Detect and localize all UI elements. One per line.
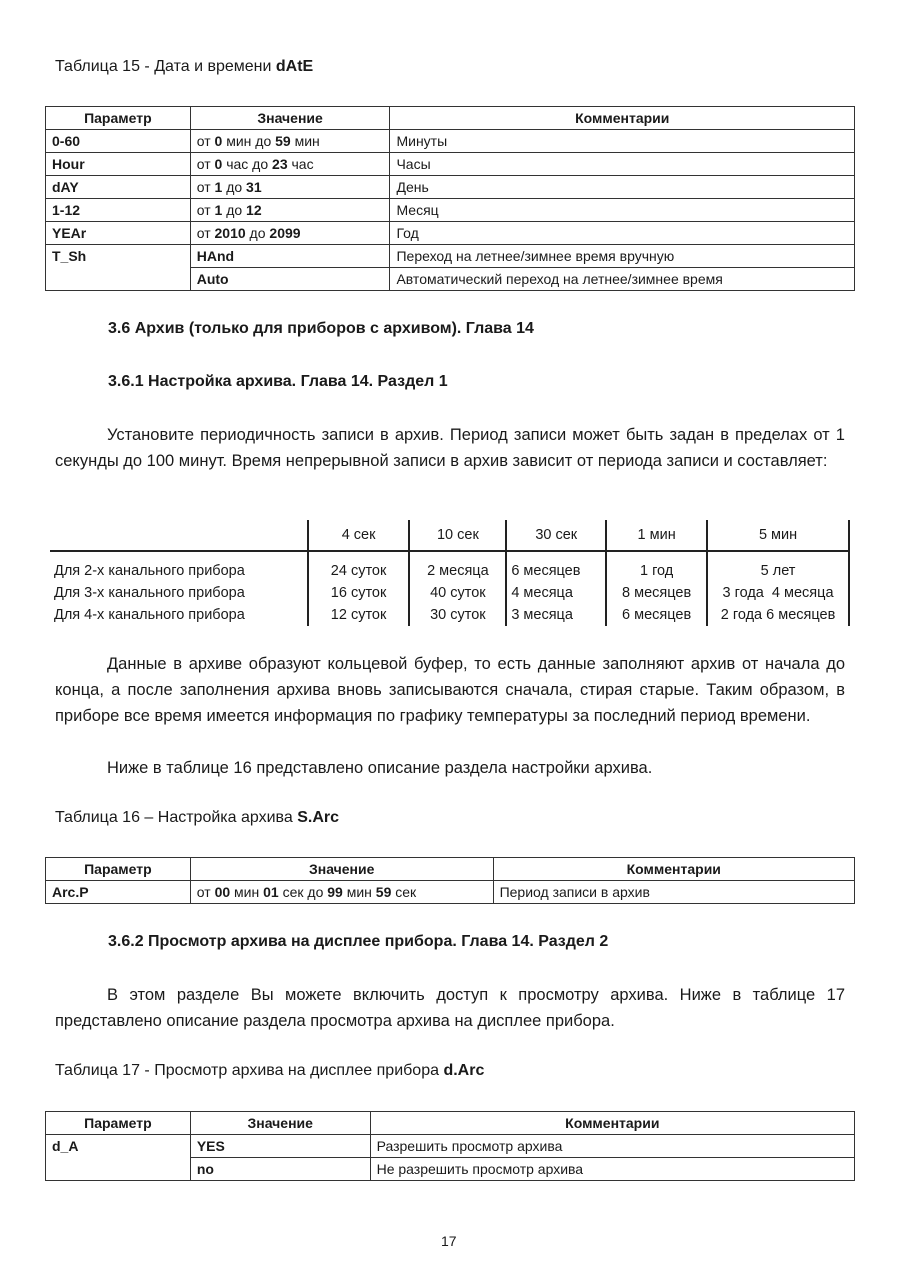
duration-cell: 30 суток	[409, 604, 506, 626]
value-cell: YES	[190, 1135, 370, 1158]
value-cell: от 0 мин до 59 мин	[190, 130, 390, 153]
comment-cell: Год	[390, 222, 855, 245]
paragraph-ring-buffer: Данные в архиве образуют кольцевой буфер, то есть данные заполняют архив от начала до конца, а после заполнения архива вновь записываются сначала, стирая старые. Таким образом, в приборе все время имеется информация по графику температуры за последний период времени.	[55, 655, 845, 725]
value-cell: от 00 мин 01 сек до 99 мин 59 сек	[190, 881, 493, 904]
section-heading-3-6-2: 3.6.2 Просмотр архива на дисплее прибора. Глава 14. Раздел 2	[108, 933, 609, 950]
duration-cell: 12 суток	[308, 604, 410, 626]
duration-cell: 40 суток	[409, 582, 506, 604]
table-row	[46, 199, 855, 222]
column-header: 4 сек	[308, 520, 410, 551]
duration-cell: 1 год	[606, 551, 707, 582]
table-header-row	[46, 858, 855, 881]
param-cell: Hour	[46, 153, 191, 176]
header-parameter: Параметр	[46, 107, 191, 130]
header-comment: Комментарии	[493, 858, 854, 881]
value-cell: HAnd	[190, 245, 390, 268]
comment-cell: Минуты	[390, 130, 855, 153]
value-cell: от 0 час до 23 час	[190, 153, 390, 176]
duration-cell: 2 года 6 месяцев	[707, 604, 849, 626]
param-cell: 0-60	[46, 130, 191, 153]
table-row	[46, 130, 855, 153]
table-row	[46, 1158, 855, 1181]
param-cell: Arc.P	[46, 881, 191, 904]
row-label: Для 2-х канального прибора	[54, 563, 245, 579]
param-cell: T_Sh	[46, 245, 191, 268]
header-parameter: Параметр	[46, 858, 191, 881]
duration-cell: 6 месяцев	[606, 604, 707, 626]
comment-cell: Период записи в архив	[493, 881, 854, 904]
header-comment: Комментарии	[370, 1112, 854, 1135]
comment-cell: Переход на летнее/зимнее время вручную	[390, 245, 855, 268]
duration-cell: 3 года 4 месяца	[707, 582, 849, 604]
table15-caption: Таблица 15 - Дата и времени dAtE	[55, 58, 314, 75]
value-cell: no	[190, 1158, 370, 1181]
param-cell: YEAr	[46, 222, 191, 245]
column-header: 30 сек	[506, 520, 606, 551]
value-cell: от 1 до 31	[190, 176, 390, 199]
param-cell: 1-12	[46, 199, 191, 222]
table-header-row	[46, 1112, 855, 1135]
table-row	[50, 604, 849, 626]
section-heading-3-6-1: 3.6.1 Настройка архива. Глава 14. Раздел 1	[108, 373, 448, 390]
duration-cell: 16 суток	[308, 582, 410, 604]
header-value: Значение	[190, 107, 390, 130]
duration-cell: 5 лет	[707, 551, 849, 582]
value-cell: от 1 до 12	[190, 199, 390, 222]
table-header-row	[50, 520, 849, 551]
header-value: Значение	[190, 858, 493, 881]
header-parameter: Параметр	[46, 1112, 191, 1135]
paragraph-table16-intro: Ниже в таблице 16 представлено описание раздела настройки архива.	[107, 759, 653, 777]
table-row	[46, 153, 855, 176]
table-row	[46, 176, 855, 199]
header-comment: Комментарии	[390, 107, 855, 130]
value-cell: от 2010 до 2099	[190, 222, 390, 245]
column-header: 5 мин	[707, 520, 849, 551]
table-row	[46, 881, 855, 904]
comment-cell: День	[390, 176, 855, 199]
archive-duration-table	[50, 520, 850, 626]
page-number: 17	[441, 1233, 457, 1249]
param-cell: dAY	[46, 176, 191, 199]
column-header: 1 мин	[606, 520, 707, 551]
table15	[45, 106, 855, 291]
param-cell: d_A	[46, 1135, 191, 1158]
comment-cell: Не разрешить просмотр архива	[370, 1158, 854, 1181]
duration-cell: 2 месяца	[409, 551, 506, 582]
row-label: Для 4-х канального прибора	[54, 607, 245, 623]
paragraph-archive-period: Установите периодичность записи в архив. Период записи может быть задан в пределах от 1 секунды до 100 минут. Время непрерывной записи в архив зависит от периода записи и составляет:	[55, 426, 845, 470]
column-header: 10 сек	[409, 520, 506, 551]
table-header-row	[46, 107, 855, 130]
table-row	[50, 582, 849, 604]
section-heading-3-6: 3.6 Архив (только для приборов с архивом). Глава 14	[108, 320, 534, 337]
header-value: Значение	[190, 1112, 370, 1135]
value-cell: Auto	[190, 268, 390, 291]
comment-cell: Автоматический переход на летнее/зимнее время	[390, 268, 855, 291]
duration-cell: 24 суток	[308, 551, 410, 582]
comment-cell: Часы	[390, 153, 855, 176]
duration-cell: 3 месяца	[506, 604, 606, 626]
comment-cell: Разрешить просмотр архива	[370, 1135, 854, 1158]
param-cell	[46, 268, 191, 291]
table-row	[46, 245, 855, 268]
table-row	[46, 222, 855, 245]
duration-cell: 4 месяца	[506, 582, 606, 604]
row-label: Для 3-х канального прибора	[54, 585, 245, 601]
param-cell	[46, 1158, 191, 1181]
duration-cell: 8 месяцев	[606, 582, 707, 604]
table-row	[50, 551, 849, 582]
table16	[45, 857, 855, 904]
table16-caption: Таблица 16 – Настройка архива S.Arc	[55, 809, 339, 826]
table-row	[46, 268, 855, 291]
table17	[45, 1111, 855, 1181]
table-row	[46, 1135, 855, 1158]
table17-caption: Таблица 17 - Просмотр архива на дисплее прибора d.Arc	[55, 1062, 485, 1079]
duration-cell: 6 месяцев	[506, 551, 606, 582]
paragraph-archive-view: В этом разделе Вы можете включить доступ к просмотру архива. Ниже в таблице 17 представлено описание раздела просмотра архива на дисплее прибора.	[55, 986, 845, 1030]
comment-cell: Месяц	[390, 199, 855, 222]
